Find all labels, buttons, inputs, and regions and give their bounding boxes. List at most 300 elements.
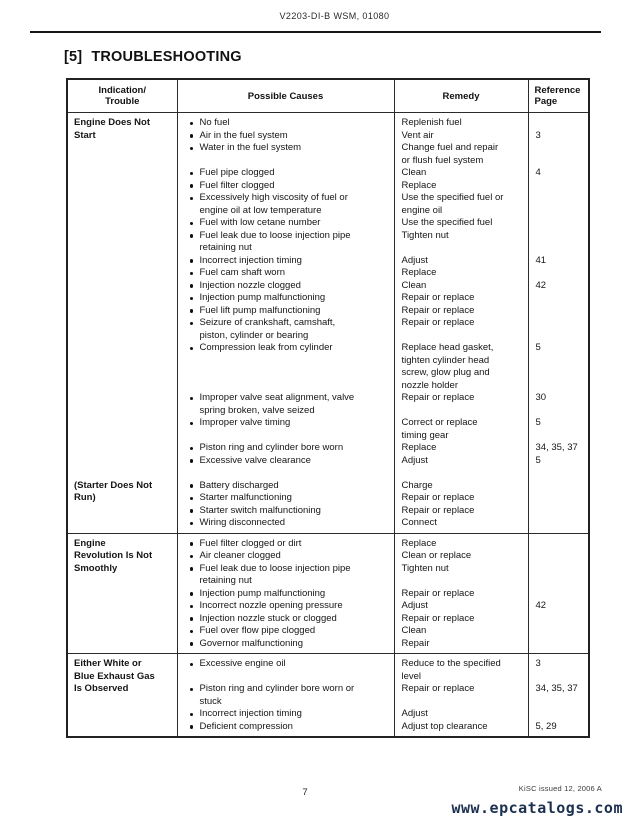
remedy-line	[395, 155, 528, 168]
remedy-line	[395, 708, 528, 721]
ind-line	[68, 230, 177, 243]
remedy-line	[395, 392, 528, 405]
ind-line	[68, 267, 177, 280]
cause-text: Excessively high viscosity of fuel or	[199, 192, 348, 203]
remedy-line	[395, 180, 528, 193]
remedy-line	[395, 280, 528, 293]
cause-text: Fuel lift pump malfunctioning	[199, 304, 321, 316]
watermark-link[interactable]: www.epcatalogs.com	[451, 799, 623, 817]
bullet-icon	[190, 272, 194, 276]
ref-line	[529, 671, 589, 684]
ind-line	[68, 563, 177, 576]
remedy-text: level	[401, 670, 422, 682]
ref-line	[529, 683, 589, 696]
remedy-line	[395, 230, 528, 243]
ind-text: Start	[74, 129, 96, 141]
remedy-text: Replace	[401, 179, 437, 191]
remedy-line	[395, 696, 528, 709]
bullet-icon	[190, 397, 194, 401]
cause-text: spring broken, valve seized	[199, 404, 315, 416]
cause-line	[178, 317, 394, 330]
ref-line	[529, 317, 589, 330]
remedy-line	[395, 430, 528, 443]
cause-line	[178, 492, 394, 505]
remedy-text: Repair or replace	[401, 317, 475, 328]
ref-line	[529, 550, 589, 563]
bullet-icon	[190, 542, 194, 546]
ind-line	[68, 367, 177, 380]
cause-text: Piston ring and cylinder bore worn or	[199, 683, 355, 694]
ind-line	[68, 292, 177, 305]
cause-line	[178, 467, 394, 480]
causes-cell	[177, 654, 394, 738]
ind-line	[68, 192, 177, 205]
remedy-text: Use the specified fuel	[401, 217, 493, 228]
cause-text: Starter malfunctioning	[199, 492, 292, 503]
ref-line	[529, 355, 589, 368]
remedy-text: Reduce to the specified	[401, 658, 501, 669]
bullet-icon	[190, 197, 194, 201]
ref-line	[529, 330, 589, 343]
ref-line	[529, 155, 589, 168]
remedy-line	[395, 600, 528, 613]
cause-text: retaining nut	[199, 242, 252, 253]
remedy-text: Adjust	[401, 454, 428, 466]
ind-line	[68, 505, 177, 518]
cause-line	[178, 167, 394, 180]
column-header-causes: Possible Causes	[177, 79, 394, 113]
cause-text: Excessive valve clearance	[199, 454, 311, 466]
remedy-line	[395, 467, 528, 480]
ref-text: 34, 35, 37	[535, 683, 578, 694]
cause-line	[178, 280, 394, 293]
bullet-icon	[190, 147, 194, 151]
column-header-reference-page	[528, 79, 589, 113]
remedy-text: Clean or replace	[401, 550, 472, 561]
troubleshooting-table	[66, 78, 590, 738]
cause-line	[178, 442, 394, 455]
remedy-line	[395, 505, 528, 518]
ind-line	[68, 721, 177, 734]
ref-text: 34, 35, 37	[535, 442, 578, 453]
remedy-text: engine oil	[401, 204, 443, 216]
cause-text: Fuel with low cetane number	[199, 217, 321, 228]
ind-line	[68, 317, 177, 330]
ref-text: 5	[535, 342, 541, 353]
cause-line	[178, 538, 394, 551]
remedy-line	[395, 205, 528, 218]
page-title-number: [5]	[64, 49, 83, 65]
cause-text: Fuel filter clogged or dirt	[199, 537, 302, 549]
cause-text: Fuel cam shaft worn	[199, 267, 286, 278]
ind-text: Revolution Is Not	[74, 550, 153, 561]
ref-line	[529, 455, 589, 468]
cause-line	[178, 455, 394, 468]
cause-line	[178, 230, 394, 243]
cause-line	[178, 480, 394, 493]
remedy-line	[395, 517, 528, 530]
bullet-icon	[190, 234, 194, 238]
ind-line	[68, 117, 177, 130]
table-body	[67, 113, 589, 738]
ind-line	[68, 600, 177, 613]
ref-line	[529, 380, 589, 393]
remedy-line	[395, 355, 528, 368]
ref-text: 5, 29	[535, 720, 557, 732]
cause-line	[178, 721, 394, 734]
cause-line	[178, 217, 394, 230]
bullet-icon	[190, 630, 194, 634]
bullet-icon	[190, 497, 194, 501]
cause-text: Injection pump malfunctioning	[199, 587, 326, 599]
cause-text: Water in the fuel system	[199, 142, 302, 153]
cause-line	[178, 255, 394, 268]
ind-line	[68, 330, 177, 343]
remedy-text: Correct or replace	[401, 417, 478, 428]
remedy-line	[395, 625, 528, 638]
cause-text: Fuel over flow pipe clogged	[199, 625, 316, 636]
cause-line	[178, 638, 394, 651]
remedy-line	[395, 442, 528, 455]
cause-text: Wiring disconnected	[199, 517, 286, 528]
ref-page-cell	[528, 654, 589, 738]
ref-line	[529, 292, 589, 305]
remedy-line	[395, 575, 528, 588]
ind-line	[68, 205, 177, 218]
ref-line	[529, 417, 589, 430]
cause-line	[178, 563, 394, 576]
ind-line	[68, 280, 177, 293]
cause-line	[178, 613, 394, 626]
ind-line	[68, 683, 177, 696]
ref-line	[529, 367, 589, 380]
ind-line	[68, 355, 177, 368]
cause-line	[178, 417, 394, 430]
ref-line	[529, 517, 589, 530]
ref-line	[529, 696, 589, 709]
ind-line	[68, 492, 177, 505]
remedy-text: Replace	[401, 267, 437, 278]
cause-text: Incorrect nozzle opening pressure	[199, 600, 343, 611]
remedy-text: Repair	[401, 637, 430, 649]
remedy-line	[395, 613, 528, 626]
cause-line	[178, 600, 394, 613]
cause-text: Governor malfunctioning	[199, 637, 303, 649]
ref-line	[529, 180, 589, 193]
cause-text: Piston ring and cylinder bore worn	[199, 442, 344, 453]
cause-line	[178, 355, 394, 368]
ref-text: 41	[535, 254, 547, 266]
cause-text: Excessive engine oil	[199, 658, 286, 669]
ref-line	[529, 467, 589, 480]
ind-line	[68, 167, 177, 180]
remedy-line	[395, 267, 528, 280]
remedy-text: Repair or replace	[401, 392, 475, 403]
bullet-icon	[190, 605, 194, 609]
remedy-text: Repair or replace	[401, 504, 475, 516]
causes-cell	[177, 113, 394, 534]
cause-line	[178, 242, 394, 255]
remedy-cell	[394, 113, 528, 534]
cause-line	[178, 342, 394, 355]
cause-line	[178, 658, 394, 671]
remedy-cell	[394, 533, 528, 654]
column-header-remedy: Remedy	[394, 79, 528, 113]
bullet-icon	[190, 725, 194, 729]
ref-page-cell	[528, 533, 589, 654]
bullet-icon	[190, 184, 194, 188]
cause-text: Deficient compression	[199, 720, 293, 732]
ind-line	[68, 417, 177, 430]
remedy-line	[395, 305, 528, 318]
ref-line	[529, 305, 589, 318]
ref-text: 4	[535, 167, 541, 178]
section-row	[67, 533, 589, 654]
bullet-icon	[190, 322, 194, 326]
cause-line	[178, 575, 394, 588]
remedy-line	[395, 142, 528, 155]
ind-line	[68, 242, 177, 255]
cause-text: Incorrect injection timing	[199, 708, 302, 719]
remedy-line	[395, 330, 528, 343]
cause-line	[178, 380, 394, 393]
cause-line	[178, 696, 394, 709]
cause-line	[178, 367, 394, 380]
ref-line	[529, 588, 589, 601]
ref-line	[529, 117, 589, 130]
header-rule	[30, 31, 601, 33]
table-header-row	[67, 79, 589, 113]
bullet-icon	[190, 122, 194, 126]
cause-line	[178, 292, 394, 305]
ind-text: Run)	[74, 492, 96, 503]
bullet-icon	[190, 688, 194, 692]
column-header-ref-line1: Reference	[534, 85, 581, 96]
cause-text: Fuel leak due to loose injection pipe	[199, 229, 351, 241]
remedy-text: Clean	[401, 279, 427, 291]
cause-text: Injection nozzle clogged	[199, 279, 301, 291]
ind-line	[68, 538, 177, 551]
ref-line	[529, 205, 589, 218]
ref-line	[529, 480, 589, 493]
ref-line	[529, 638, 589, 651]
column-header-ref-line2: Page	[534, 96, 558, 107]
remedy-text: tighten cylinder head	[401, 354, 490, 366]
ind-line	[68, 305, 177, 318]
ind-line	[68, 658, 177, 671]
cause-line	[178, 330, 394, 343]
ref-line	[529, 505, 589, 518]
remedy-line	[395, 455, 528, 468]
remedy-text: Repair or replace	[401, 292, 475, 303]
cause-line	[178, 683, 394, 696]
issued-note: KiSC issued 12, 2006 A	[518, 784, 602, 793]
cause-text: Fuel pipe clogged	[199, 167, 275, 178]
remedy-line	[395, 217, 528, 230]
remedy-text: Use the specified fuel or	[401, 192, 504, 203]
ind-text: Engine	[74, 537, 106, 549]
bullet-icon	[190, 522, 194, 526]
remedy-line	[395, 405, 528, 418]
remedy-line	[395, 638, 528, 651]
remedy-line	[395, 721, 528, 734]
remedy-text: Tighten nut	[401, 229, 449, 241]
ref-line	[529, 167, 589, 180]
bullet-icon	[190, 555, 194, 559]
ref-line	[529, 255, 589, 268]
cause-text: Fuel leak due to loose injection pipe	[199, 562, 351, 574]
remedy-line	[395, 683, 528, 696]
cause-text: Improper valve timing	[199, 417, 291, 428]
cause-line	[178, 117, 394, 130]
bullet-icon	[190, 134, 194, 138]
cause-text: Injection nozzle stuck or clogged	[199, 612, 337, 624]
page-title-text: TROUBLESHOOTING	[91, 49, 242, 65]
remedy-text: Adjust top clearance	[401, 720, 488, 732]
remedy-cell	[394, 654, 528, 738]
bullet-icon	[190, 284, 194, 288]
remedy-text: Repair or replace	[401, 587, 475, 599]
cause-line	[178, 505, 394, 518]
cause-text: Battery discharged	[199, 479, 279, 491]
cause-line	[178, 588, 394, 601]
ref-line	[529, 492, 589, 505]
remedy-line	[395, 563, 528, 576]
indication-cell	[67, 533, 177, 654]
ref-line	[529, 342, 589, 355]
ind-line	[68, 255, 177, 268]
ref-line	[529, 538, 589, 551]
cause-line	[178, 517, 394, 530]
bullet-icon	[190, 617, 194, 621]
remedy-line	[395, 480, 528, 493]
ref-line	[529, 708, 589, 721]
remedy-line	[395, 588, 528, 601]
bullet-icon	[190, 642, 194, 646]
ref-line	[529, 405, 589, 418]
ind-line	[68, 696, 177, 709]
ind-line	[68, 517, 177, 530]
remedy-text: Vent air	[401, 129, 434, 141]
remedy-text: Change fuel and repair	[401, 142, 499, 153]
remedy-text: Replace head gasket,	[401, 342, 494, 353]
bullet-icon	[190, 713, 194, 717]
remedy-line	[395, 550, 528, 563]
remedy-text: timing gear	[401, 429, 449, 441]
causes-cell	[177, 533, 394, 654]
ref-line	[529, 392, 589, 405]
bullet-icon	[190, 509, 194, 513]
bullet-icon	[190, 259, 194, 263]
cause-line	[178, 430, 394, 443]
cause-line	[178, 550, 394, 563]
bullet-icon	[190, 422, 194, 426]
ind-line	[68, 638, 177, 651]
remedy-line	[395, 192, 528, 205]
remedy-line	[395, 242, 528, 255]
ind-line	[68, 342, 177, 355]
indication-cell	[67, 654, 177, 738]
cause-text: retaining nut	[199, 575, 252, 586]
ref-line	[529, 430, 589, 443]
page-title	[64, 49, 242, 65]
ind-text: Is Observed	[74, 683, 129, 694]
remedy-text: or flush fuel system	[401, 154, 484, 166]
ind-line	[68, 480, 177, 493]
ref-line	[529, 230, 589, 243]
section-row	[67, 654, 589, 738]
remedy-line	[395, 417, 528, 430]
remedy-line	[395, 342, 528, 355]
cause-text: Compression leak from cylinder	[199, 342, 333, 353]
ind-line	[68, 455, 177, 468]
ref-line	[529, 142, 589, 155]
remedy-line	[395, 130, 528, 143]
column-header-indication-line2: Trouble	[105, 96, 140, 107]
remedy-text: Clean	[401, 625, 427, 636]
cause-line	[178, 708, 394, 721]
ind-line	[68, 671, 177, 684]
ref-line	[529, 242, 589, 255]
cause-line	[178, 405, 394, 418]
cause-line	[178, 180, 394, 193]
bullet-icon	[190, 663, 194, 667]
ind-line	[68, 430, 177, 443]
ind-line	[68, 217, 177, 230]
remedy-text: Repair or replace	[401, 304, 475, 316]
remedy-text: Adjust	[401, 254, 428, 266]
cause-line	[178, 142, 394, 155]
remedy-line	[395, 367, 528, 380]
remedy-line	[395, 292, 528, 305]
remedy-line	[395, 117, 528, 130]
ref-line	[529, 613, 589, 626]
cause-line	[178, 671, 394, 684]
bullet-icon	[190, 484, 194, 488]
remedy-text: Connect	[401, 517, 437, 528]
cause-text: Seizure of crankshaft, camshaft,	[199, 317, 336, 328]
ref-text: 3	[535, 129, 541, 141]
remedy-line	[395, 538, 528, 551]
ind-line	[68, 142, 177, 155]
ind-line	[68, 180, 177, 193]
ref-line	[529, 280, 589, 293]
remedy-text: Repair or replace	[401, 683, 475, 694]
ind-text: Smoothly	[74, 562, 118, 574]
ref-line	[529, 625, 589, 638]
remedy-line	[395, 492, 528, 505]
remedy-text: Repair or replace	[401, 612, 475, 624]
ind-text: Blue Exhaust Gas	[74, 670, 155, 682]
cause-text: piston, cylinder or bearing	[199, 329, 309, 341]
cause-line	[178, 305, 394, 318]
cause-line	[178, 625, 394, 638]
ref-line	[529, 192, 589, 205]
cause-text: Incorrect injection timing	[199, 254, 302, 266]
ind-line	[68, 405, 177, 418]
remedy-text: Replenish fuel	[401, 117, 462, 128]
remedy-line	[395, 671, 528, 684]
ind-line	[68, 130, 177, 143]
cause-line	[178, 267, 394, 280]
ind-line	[68, 613, 177, 626]
remedy-line	[395, 255, 528, 268]
ref-text: 5	[535, 454, 541, 466]
remedy-text: Tighten nut	[401, 562, 449, 574]
remedy-text: Repair or replace	[401, 492, 475, 503]
ind-line	[68, 442, 177, 455]
bullet-icon	[190, 309, 194, 313]
